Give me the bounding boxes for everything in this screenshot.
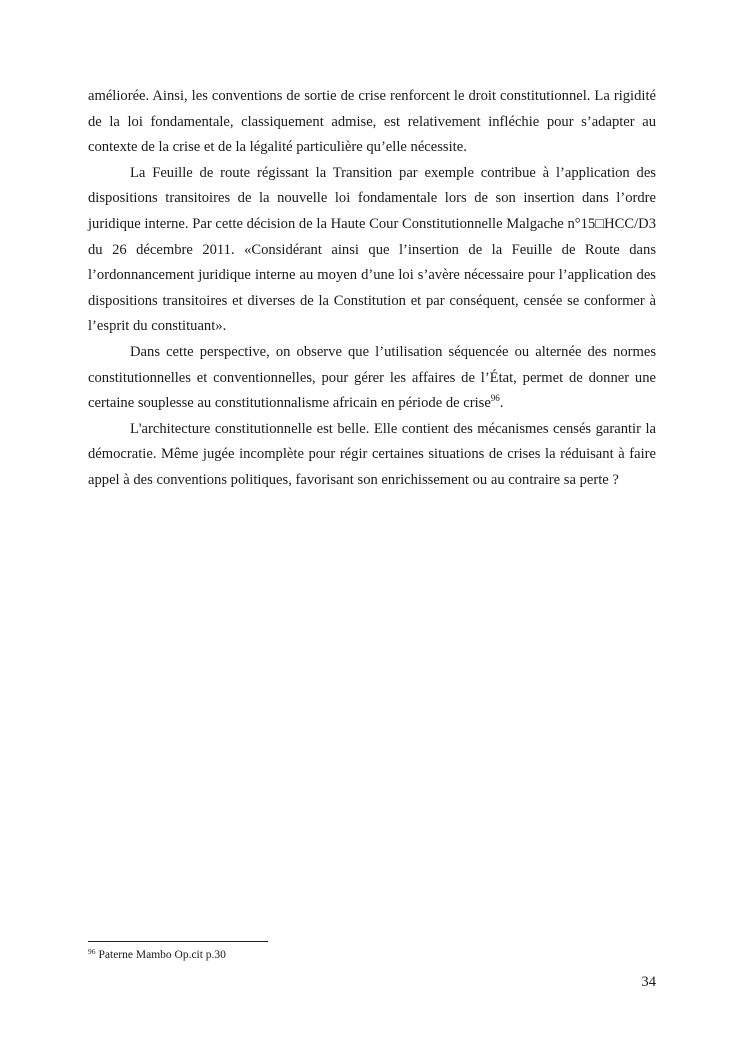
footnote-reference[interactable]: 96 <box>490 393 500 404</box>
footnote-text: Paterne Mambo Op.cit p.30 <box>98 949 226 961</box>
paragraph-3-end: . <box>499 395 504 412</box>
footnote <box>88 948 648 962</box>
paragraph-3 <box>88 340 656 417</box>
page-number: 34 <box>641 974 656 990</box>
paragraph-4: L'architecture constitutionnelle est belle. Elle contient des mécanismes censés garantir la démocratie. Même jugée incomplète pour régir certaines situations de crises la réduisant à faire appel à des conventions politiques, favorisant son enrichissement ou au contraire sa perte ? <box>88 420 656 488</box>
paragraph-3-text: Dans cette perspective, on observe que l’utilisation séquencée ou alternée des normes constitutionnelles et conventionnelles, pour gérer les affaires de l’État, permet de donner une certaine souplesse au constitutionnalisme africain en période de crise <box>88 343 656 412</box>
body-text <box>88 84 656 494</box>
paragraph-2: La Feuille de route régissant la Transition par exemple contribue à l’application des dispositions transitoires de la nouvelle loi fondamentale lors de son insertion dans l’ordre juridique interne. Par cette décision de la Haute Cour Constitutionnelle Malgache n°15□HCC/D3 du 26 décembre 2011. «Considérant ainsi que l’insertion de la Feuille de Route dans l’ordonnancement juridique interne au moyen d’une loi s’avère nécessaire pour l’application des dispositions transitoires et diverses de la Constitution et par conséquent, censée se conformer à l’esprit du constituant». <box>88 164 656 335</box>
footnote-divider <box>88 941 268 942</box>
footnote-number: 96 <box>88 947 96 956</box>
paragraph-1: améliorée. Ainsi, les conventions de sortie de crise renforcent le droit constitutionnel. La rigidité de la loi fondamentale, classiquement admise, est relativement infléchie pour s’adapter au contexte de la crise et de la légalité particulière qu’elle nécessite. <box>88 88 656 156</box>
